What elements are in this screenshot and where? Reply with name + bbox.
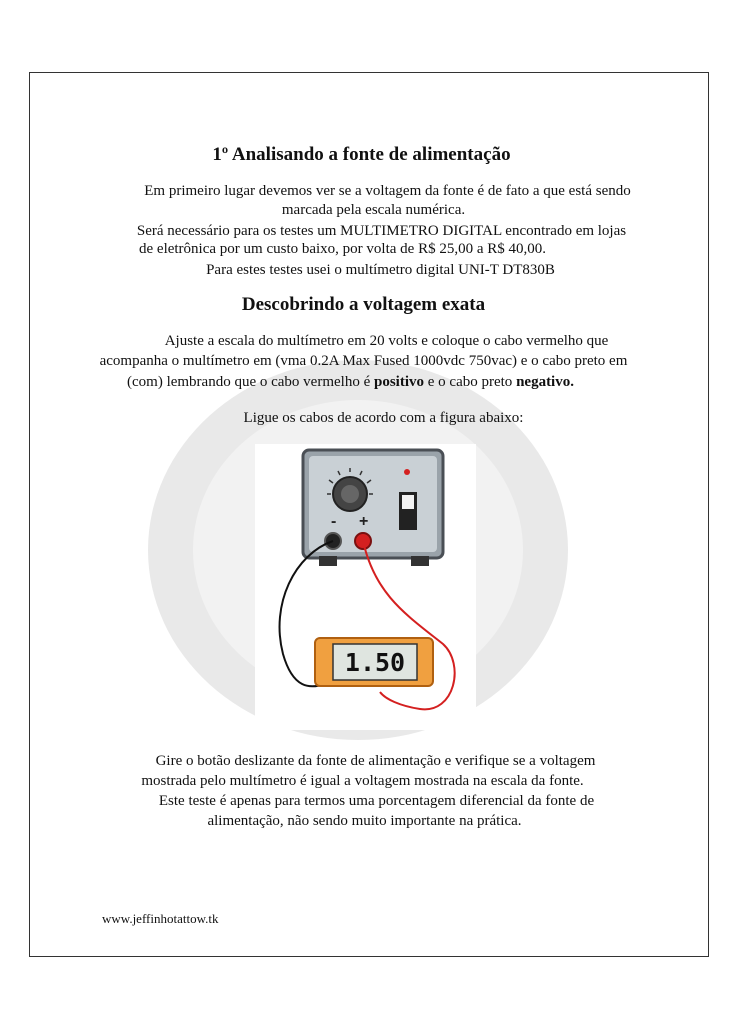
power-supply-foot bbox=[411, 556, 429, 566]
section-2-line: Ajuste a escala do multímetro em 20 volts e coloque o cabo vermelho que bbox=[164, 333, 609, 349]
figure-caption: Ligue os cabos de acordo com a figura abaixo: bbox=[243, 410, 524, 426]
section-1-line: marcada pela escala numérica. bbox=[281, 202, 466, 218]
section-3-line: Gire o botão deslizante da fonte de alimentação e verifique se a voltagem bbox=[155, 753, 596, 769]
section-2-line: acompanha o multímetro em (vma 0.2A Max Fused 1000vdc 750vac) e o cabo preto em bbox=[99, 353, 628, 369]
section-2-heading: Descobrindo a voltagem exata bbox=[241, 294, 486, 315]
section-1-line: Será necessário para os testes um MULTIMETRO DIGITAL encontrado em lojas bbox=[136, 223, 627, 239]
footer-url: www.jeffinhotattow.tk bbox=[102, 911, 219, 926]
minus-label: - bbox=[331, 513, 337, 530]
section-1-heading: 1º Analisando a fonte de alimentação bbox=[212, 144, 511, 165]
positive-word: positivo bbox=[374, 374, 425, 390]
section-3-line: mostrada pelo multímetro é igual a voltagem mostrada na escala da fonte. bbox=[141, 773, 584, 789]
power-led bbox=[404, 469, 410, 475]
section-1-line: Para estes testes usei o multímetro digital UNI-T DT830B bbox=[206, 262, 555, 278]
polarity-text-mid: e o cabo preto bbox=[424, 374, 517, 390]
plus-label: + bbox=[359, 513, 369, 530]
power-supply-foot bbox=[319, 556, 337, 566]
meter-reading: 1.50 bbox=[344, 648, 406, 677]
section-3-line: Este teste é apenas para termos uma porcentagem diferencial da fonte de bbox=[158, 793, 595, 809]
power-supply-multimeter-figure bbox=[255, 444, 476, 730]
section-2-line-polarity bbox=[0, 373, 715, 391]
section-3-line: alimentação, não sendo muito importante na prática. bbox=[207, 813, 522, 829]
section-1-line: Em primeiro lugar devemos ver se a voltagem da fonte é de fato a que está sendo bbox=[144, 183, 631, 199]
negative-word: negativo. bbox=[516, 374, 574, 390]
polarity-text-start: (com) lembrando que o cabo vermelho é bbox=[127, 374, 374, 390]
section-1-line: de eletrônica por um custo baixo, por volta de R$ 25,00 a R$ 40,00. bbox=[139, 241, 546, 257]
